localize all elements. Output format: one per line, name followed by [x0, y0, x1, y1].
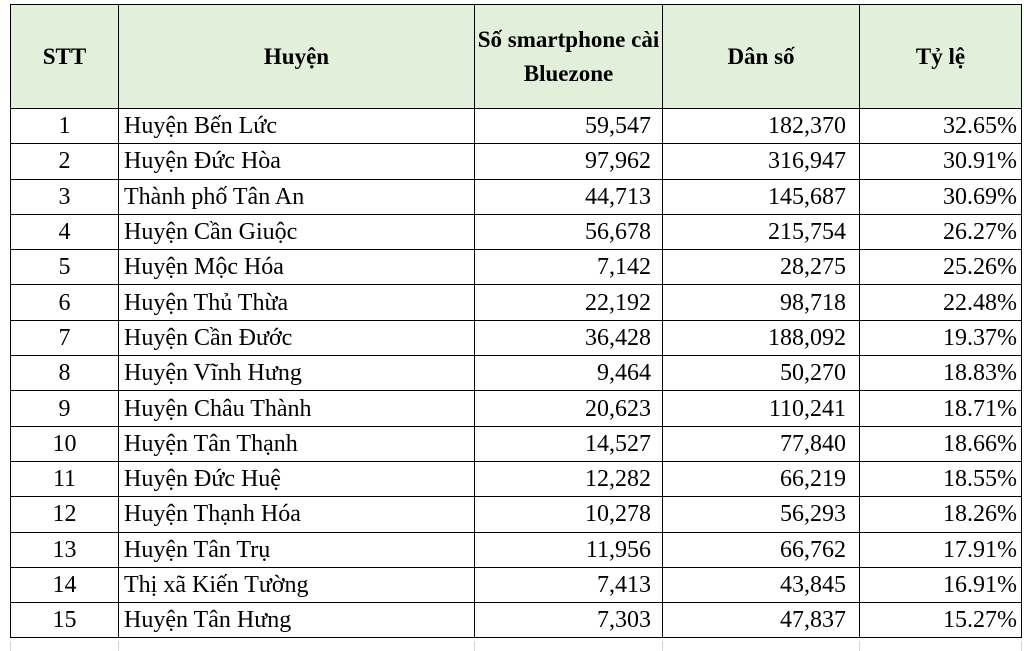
table-row — [11, 144, 1022, 179]
table-row — [11, 567, 1022, 602]
cell-stt[interactable]: 15 — [11, 603, 119, 638]
cell-smartphones[interactable]: 9,464 — [475, 356, 663, 391]
cell-smartphones[interactable]: 56,678 — [475, 214, 663, 249]
table-row — [11, 426, 1022, 461]
cell-ratio[interactable]: 18.66% — [860, 426, 1022, 461]
cell-stt[interactable]: 12 — [11, 497, 119, 532]
cell-district[interactable]: Huyện Cần Giuộc — [119, 214, 475, 249]
cell-stt[interactable]: 10 — [11, 426, 119, 461]
cell-district[interactable]: Huyện Vĩnh Hưng — [119, 356, 475, 391]
table-row — [11, 497, 1022, 532]
table-row — [11, 320, 1022, 355]
cell-smartphones[interactable]: 22,192 — [475, 285, 663, 320]
table-row — [11, 603, 1022, 638]
cell-smartphones[interactable]: 44,713 — [475, 179, 663, 214]
cell-population[interactable]: 98,718 — [663, 285, 860, 320]
header-stt[interactable]: STT — [11, 5, 119, 109]
cell-stt[interactable]: 6 — [11, 285, 119, 320]
table-row — [11, 179, 1022, 214]
sheet-gridline — [662, 641, 663, 651]
cell-population[interactable]: 43,845 — [663, 567, 860, 602]
sheet-gridline — [10, 641, 11, 651]
cell-smartphones[interactable]: 12,282 — [475, 461, 663, 496]
cell-ratio[interactable]: 19.37% — [860, 320, 1022, 355]
cell-population[interactable]: 188,092 — [663, 320, 860, 355]
cell-smartphones[interactable]: 20,623 — [475, 391, 663, 426]
table-body — [11, 109, 1022, 638]
cell-ratio[interactable]: 32.65% — [860, 109, 1022, 144]
header-ratio[interactable]: Tỷ lệ — [860, 5, 1022, 109]
table-row — [11, 109, 1022, 144]
cell-stt[interactable]: 4 — [11, 214, 119, 249]
cell-ratio[interactable]: 22.48% — [860, 285, 1022, 320]
cell-district[interactable]: Thị xã Kiến Tường — [119, 567, 475, 602]
cell-population[interactable]: 50,270 — [663, 356, 860, 391]
cell-smartphones[interactable]: 14,527 — [475, 426, 663, 461]
cell-ratio[interactable]: 30.69% — [860, 179, 1022, 214]
cell-district[interactable]: Huyện Tân Thạnh — [119, 426, 475, 461]
cell-ratio[interactable]: 16.91% — [860, 567, 1022, 602]
cell-smartphones[interactable]: 10,278 — [475, 497, 663, 532]
cell-stt[interactable]: 13 — [11, 532, 119, 567]
table-row — [11, 356, 1022, 391]
cell-ratio[interactable]: 18.55% — [860, 461, 1022, 496]
header-population[interactable]: Dân số — [663, 5, 860, 109]
header-smartphones[interactable]: Số smartphone cài Bluezone — [475, 5, 663, 109]
cell-district[interactable]: Huyện Châu Thành — [119, 391, 475, 426]
sheet-gridline — [1021, 641, 1022, 651]
table-row — [11, 391, 1022, 426]
cell-stt[interactable]: 9 — [11, 391, 119, 426]
cell-ratio[interactable]: 26.27% — [860, 214, 1022, 249]
cell-district[interactable]: Huyện Thạnh Hóa — [119, 497, 475, 532]
cell-ratio[interactable]: 17.91% — [860, 532, 1022, 567]
header-row — [11, 5, 1022, 109]
sheet-gridline — [859, 641, 860, 651]
cell-stt[interactable]: 2 — [11, 144, 119, 179]
table-row — [11, 461, 1022, 496]
cell-smartphones[interactable]: 11,956 — [475, 532, 663, 567]
cell-smartphones[interactable]: 7,303 — [475, 603, 663, 638]
cell-smartphones[interactable]: 36,428 — [475, 320, 663, 355]
cell-stt[interactable]: 1 — [11, 109, 119, 144]
sheet-gridline — [474, 641, 475, 651]
cell-population[interactable]: 66,762 — [663, 532, 860, 567]
cell-ratio[interactable]: 18.26% — [860, 497, 1022, 532]
cell-population[interactable]: 66,219 — [663, 461, 860, 496]
cell-stt[interactable]: 8 — [11, 356, 119, 391]
cell-district[interactable]: Huyện Cần Đước — [119, 320, 475, 355]
bluezone-table — [10, 4, 1022, 638]
cell-smartphones[interactable]: 59,547 — [475, 109, 663, 144]
cell-ratio[interactable]: 18.83% — [860, 356, 1022, 391]
cell-population[interactable]: 182,370 — [663, 109, 860, 144]
cell-population[interactable]: 56,293 — [663, 497, 860, 532]
table-row — [11, 285, 1022, 320]
table-row — [11, 532, 1022, 567]
table-row — [11, 250, 1022, 285]
cell-ratio[interactable]: 18.71% — [860, 391, 1022, 426]
cell-population[interactable]: 215,754 — [663, 214, 860, 249]
cell-stt[interactable]: 7 — [11, 320, 119, 355]
cell-population[interactable]: 316,947 — [663, 144, 860, 179]
table-row — [11, 214, 1022, 249]
cell-ratio[interactable]: 15.27% — [860, 603, 1022, 638]
cell-smartphones[interactable]: 97,962 — [475, 144, 663, 179]
cell-district[interactable]: Huyện Tân Hưng — [119, 603, 475, 638]
cell-population[interactable]: 110,241 — [663, 391, 860, 426]
cell-ratio[interactable]: 25.26% — [860, 250, 1022, 285]
cell-ratio[interactable]: 30.91% — [860, 144, 1022, 179]
header-district[interactable]: Huyện — [119, 5, 475, 109]
cell-stt[interactable]: 11 — [11, 461, 119, 496]
cell-district[interactable]: Huyện Tân Trụ — [119, 532, 475, 567]
cell-stt[interactable]: 14 — [11, 567, 119, 602]
cell-smartphones[interactable]: 7,413 — [475, 567, 663, 602]
cell-population[interactable]: 28,275 — [663, 250, 860, 285]
cell-district[interactable]: Huyện Mộc Hóa — [119, 250, 475, 285]
cell-district[interactable]: Huyện Bến Lức — [119, 109, 475, 144]
cell-stt[interactable]: 5 — [11, 250, 119, 285]
sheet-bottom-edge — [0, 641, 1024, 651]
cell-district[interactable]: Huyện Thủ Thừa — [119, 285, 475, 320]
cell-smartphones[interactable]: 7,142 — [475, 250, 663, 285]
cell-district[interactable]: Huyện Đức Huệ — [119, 461, 475, 496]
cell-district[interactable]: Thành phố Tân An — [119, 179, 475, 214]
cell-district[interactable]: Huyện Đức Hòa — [119, 144, 475, 179]
cell-population[interactable]: 145,687 — [663, 179, 860, 214]
cell-population[interactable]: 47,837 — [663, 603, 860, 638]
cell-population[interactable]: 77,840 — [663, 426, 860, 461]
sheet-gridline — [118, 641, 119, 651]
cell-stt[interactable]: 3 — [11, 179, 119, 214]
